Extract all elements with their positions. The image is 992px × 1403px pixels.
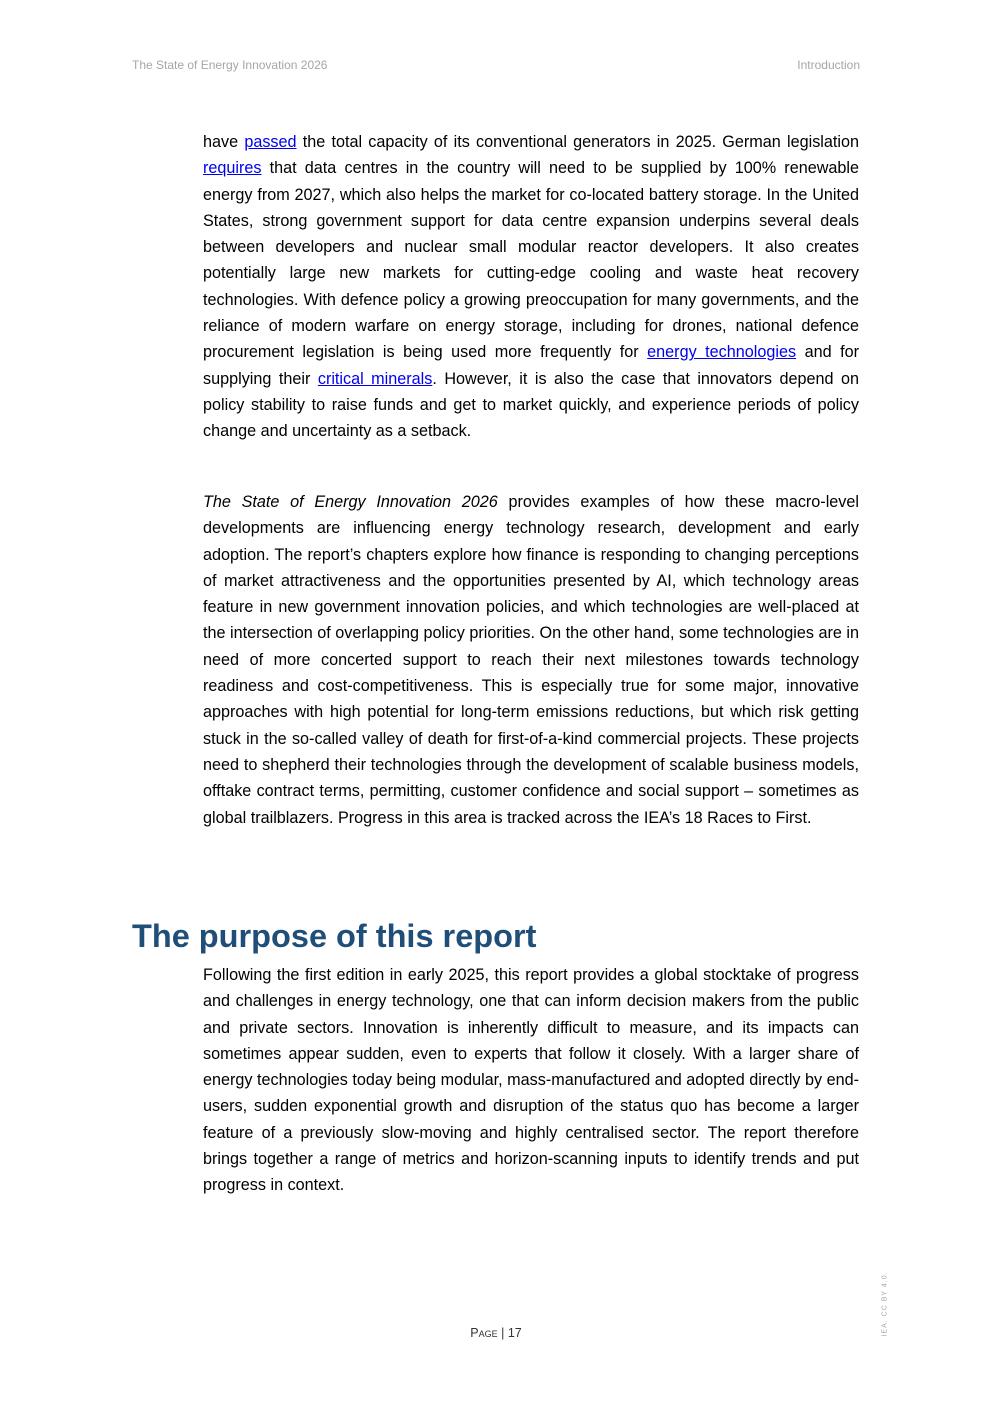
report-title-header: The State of Energy Innovation 2026: [132, 58, 328, 72]
paragraph-text: that data centres in the country will need to be supplied by 100% renewable energy from 2027, which also helps the market for co-located battery storage. In the United States, strong government support for data centre expansion underpins several deals between developers and nuclear small modular reactor developers. It also creates potentially large new markets for cutting-edge cooling and waste heat recovery technologies. With defence policy a growing preoccupation for many governments, and the reliance of modern warfare on energy storage, including for drones, national defence procurement legislation is being used more frequently for: [203, 159, 859, 362]
paragraph-text: . However, it is also the case that innovators depend on policy stability to raise funds and get to market quickly, and experience periods of policy change and uncertainty as a setback.: [203, 369, 859, 441]
page-separator: |: [497, 1326, 508, 1340]
section-heading: The purpose of this report: [132, 918, 537, 954]
paragraph-text: provides examples of how these macro-level developments are influencing energy technology research, development and early adoption. The report’s chapters explore how finance is responding to changing perceptions of market attractiveness and the opportunities presented by AI, which technology areas feature in new government innovation policies, and which technologies are well-placed at the intersection of overlapping policy priorities. On the other hand, some technologies are in need of more concerted support to reach their next milestones towards technology readiness and cost-competitiveness. This is especially true for some major, innovative approaches with high potential for long-term emissions reductions, but which risk getting stuck in the so-called valley of death for first-of-a-kind commercial projects. These projects need to shepherd their technologies through the development of scalable business models, offtake contract terms, permitting, customer confidence and social support – sometimes as global trailblazers. Progress in this area is tracked across the IEA’s 18 Races to First.: [203, 493, 859, 827]
link-requires[interactable]: requires: [203, 159, 262, 178]
body-paragraph-2: [203, 489, 859, 831]
paragraph-text: have: [203, 133, 245, 151]
report-title-italic: The State of Energy Innovation 2026: [203, 493, 498, 511]
page-number: 17: [507, 1326, 522, 1340]
paragraph-text: and for supplying their: [203, 343, 859, 388]
chapter-title-header: Introduction: [797, 58, 860, 72]
license-notice: [878, 1272, 892, 1336]
link-passed[interactable]: passed: [244, 133, 297, 151]
link-energy-technologies[interactable]: energy technologies: [647, 343, 797, 362]
page-footer: [0, 1326, 992, 1340]
section-paragraph: Following the first edition in early 2025, this report provides a global stocktake of progress and challenges in energy technology, one that can inform decision makers from the public and private sectors. Innovation is inherently difficult to measure, and its impacts can sometimes appear sudden, even to experts that follow it closely. With a larger share of energy technologies today being modular, mass-manufactured and adopted directly by end-users, sudden exponential growth and disruption of the status quo has become a larger feature of a previously slow-moving and highly centralised sector. The report therefore brings together a range of metrics and horizon-scanning inputs to identify trends and put progress in context.: [203, 966, 859, 1195]
link-critical-minerals[interactable]: critical minerals: [317, 369, 433, 388]
page-label: Page: [470, 1326, 498, 1340]
license-text: IEA. CC BY 4.0.: [881, 1271, 889, 1337]
paragraph-text: the total capacity of its conventional generators in 2025. German legislation: [296, 133, 859, 151]
body-paragraph-1: [203, 129, 859, 445]
